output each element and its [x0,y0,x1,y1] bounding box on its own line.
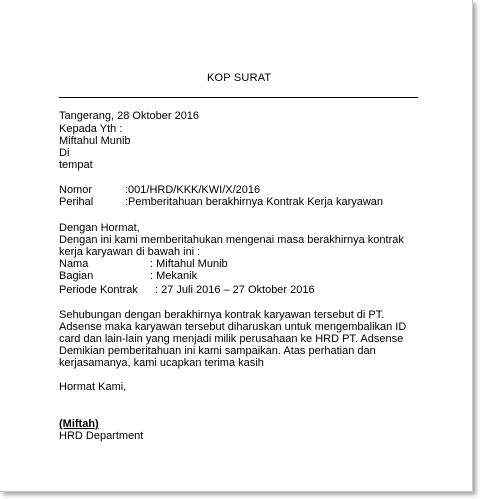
field-label-nama: Nama [59,258,89,270]
letterhead-divider [59,97,418,98]
recipient-place: tempat [59,159,93,171]
nomor-label: Nomor [59,184,93,196]
paragraph-line-5: kerjasamanya, kami ucapkan terima kasih [59,357,264,369]
place-date: Tangerang, 28 Oktober 2016 [59,110,200,122]
paragraph-line-2: Adsense maka karyawan tersebut diharuskan untuk mengembalikan ID [59,321,407,333]
nomor-value: :001/HRD/KKK/KWI/X/2016 [125,184,261,196]
perihal-value: :Pemberitahuan berakhirnya Kontrak Kerja karyawan [125,196,384,208]
letterhead-title: KOP SURAT [207,72,272,84]
perihal-label: Perihal [59,196,94,208]
closing-regards: Hormat Kami, [59,381,127,393]
salutation: Dengan Hormat, [59,222,140,234]
signer-department: HRD Department [59,430,144,442]
field-value-periode: : 27 Juli 2016 – 27 Oktober 2016 [155,284,315,296]
intro-line-2: kerja karyawan di bawah ini : [59,246,201,258]
recipient-name: Miftahul Munib [59,135,131,147]
paragraph-line-1: Sehubungan dengan berakhirnya kontrak karyawan tersebut di PT. [59,309,385,321]
paragraph-line-3: card dan lain-lain yang menjadi milik perusahaan ke HRD PT. Adsense [59,333,404,345]
paragraph-line-4: Demikian pemberitahuan ini kami sampaikan. Atas perhatian dan [59,345,376,357]
recipient-at: Di [59,147,70,159]
field-value-nama: : Miftahul Munib [150,258,228,270]
intro-line-1: Dengan ini kami memberitahukan mengenai masa berakhirnya kontrak [59,234,404,246]
recipient-greeting: Kepada Yth : [59,123,123,135]
field-label-periode: Periode Kontrak [59,284,138,296]
field-value-bagian: : Mekanik [150,270,198,282]
signer-name: (Miftah) [59,418,99,430]
field-label-bagian: Bagian [59,270,94,282]
